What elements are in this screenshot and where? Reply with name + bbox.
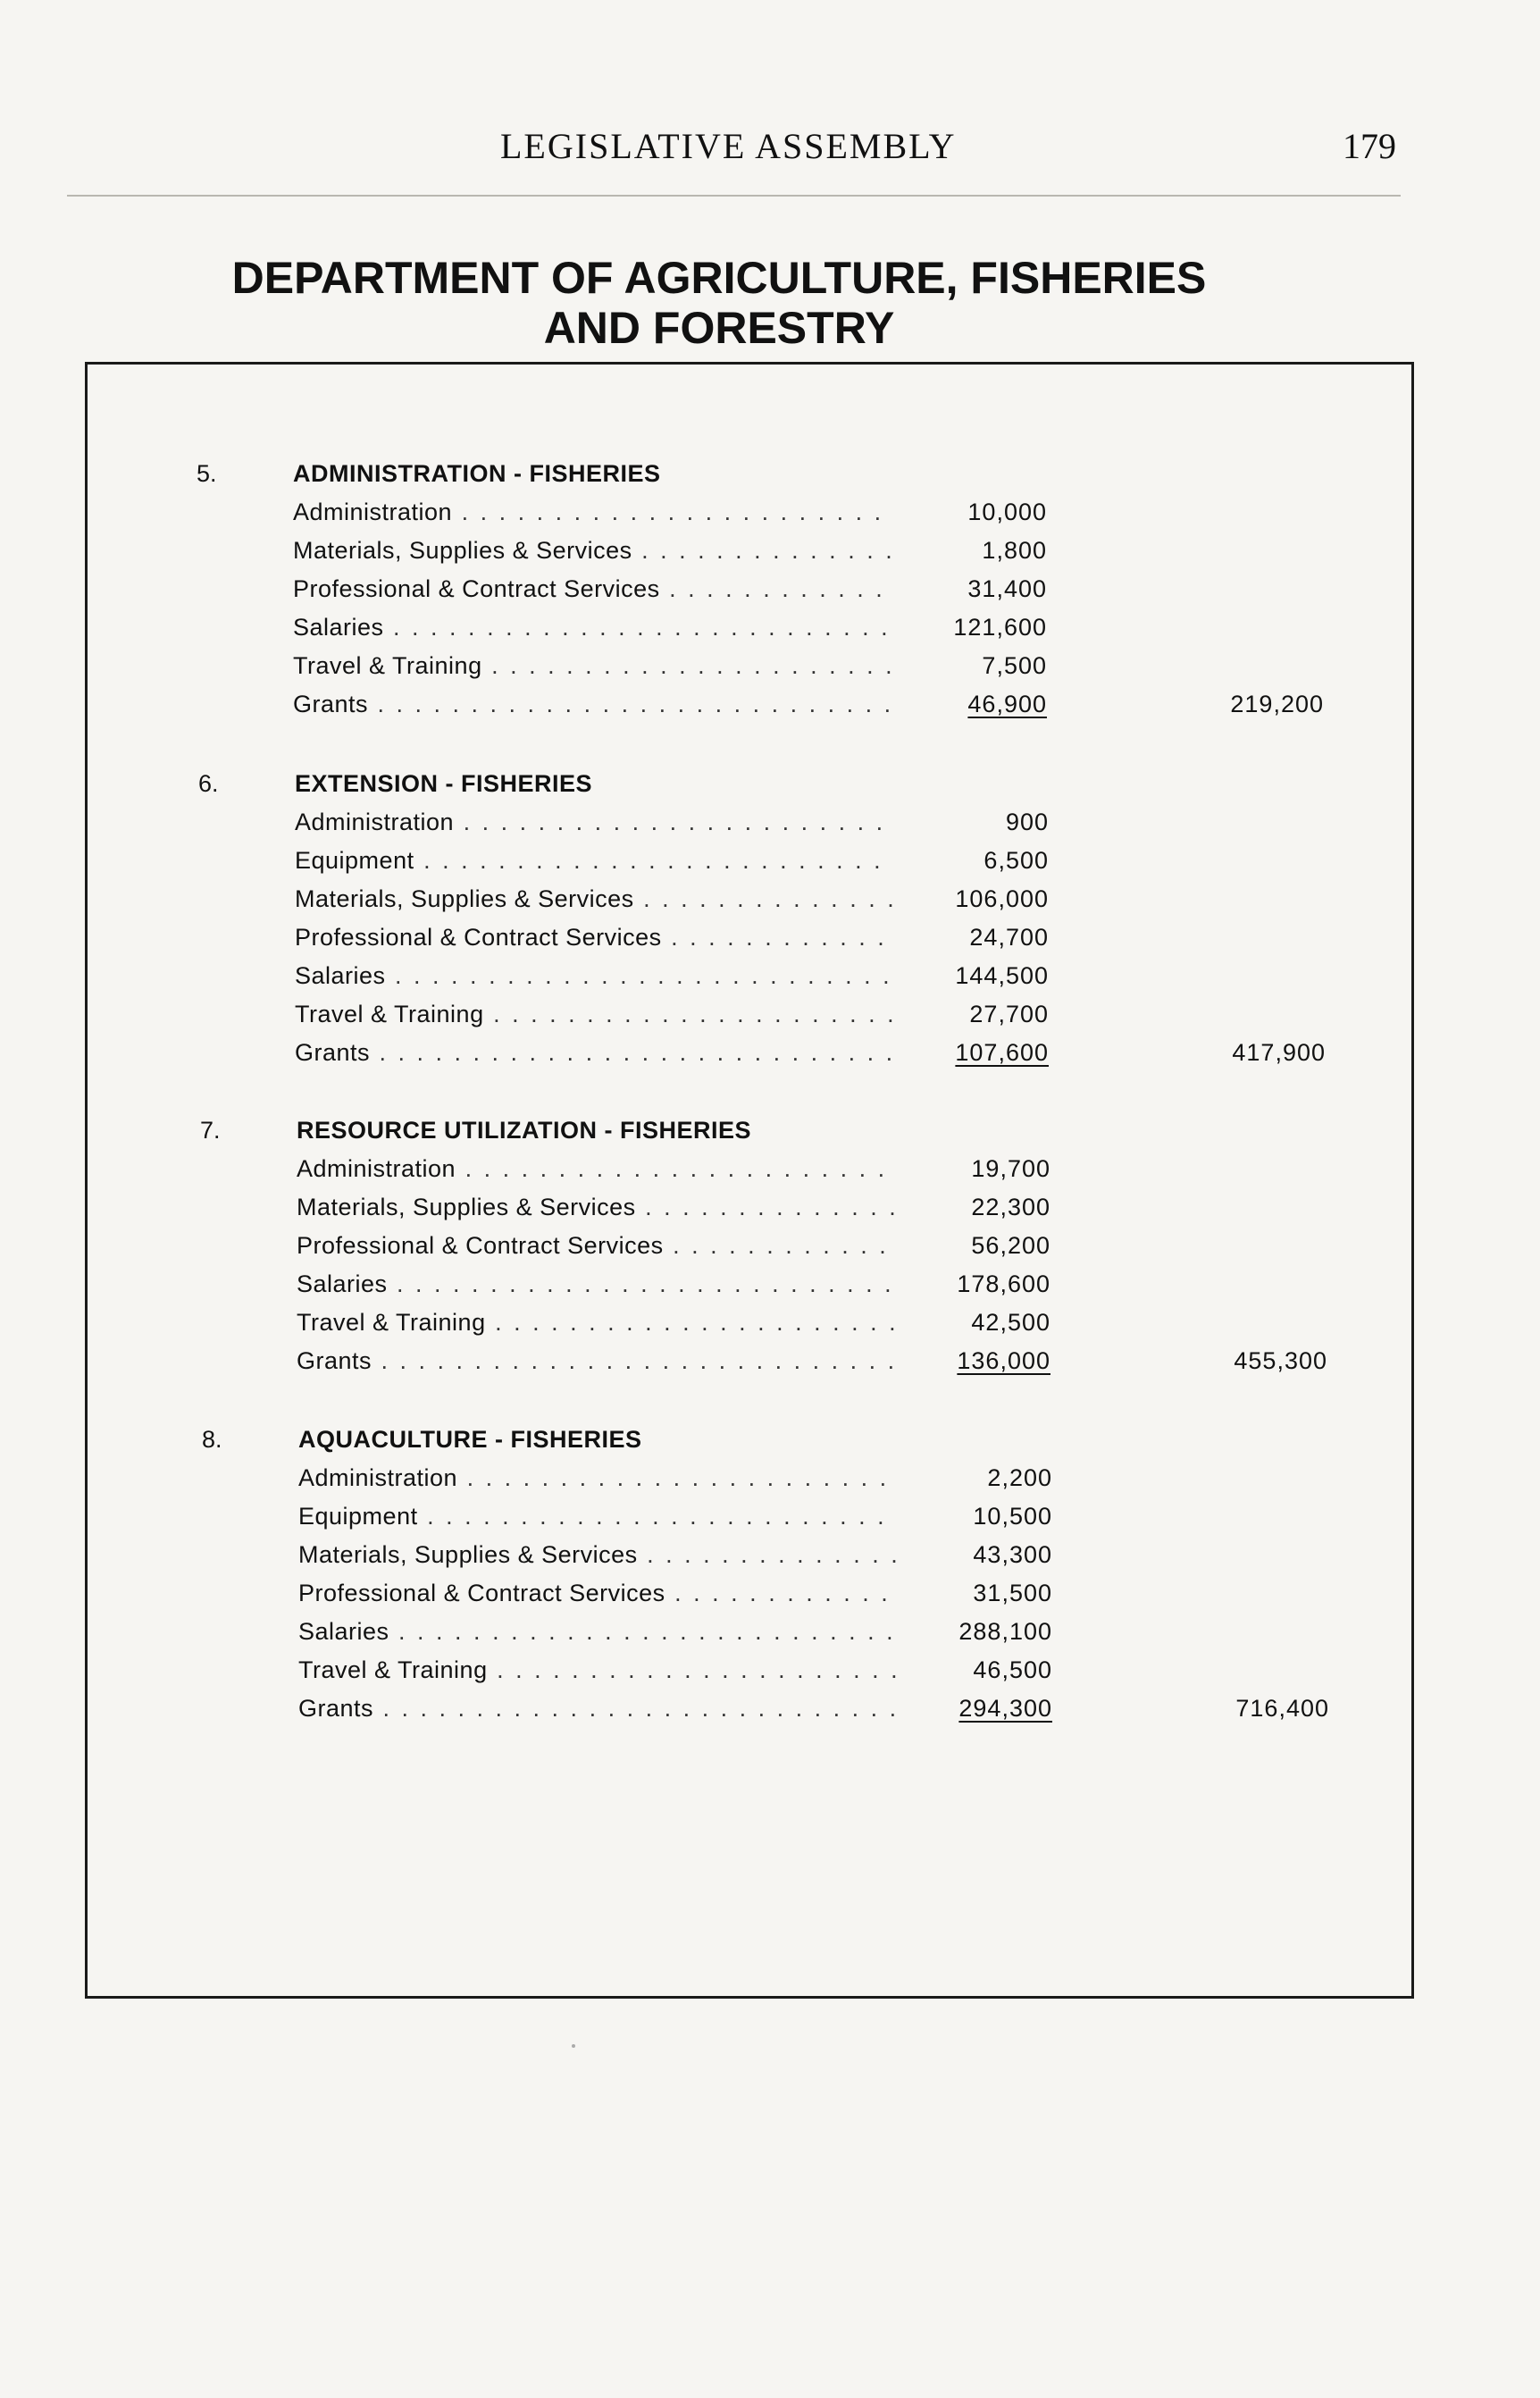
line-item <box>293 652 1365 688</box>
line-item-amount: 144,500 <box>955 962 1049 989</box>
page-number: 179 <box>1343 126 1396 166</box>
section-aquaculture-fisheries <box>202 1426 1452 1748</box>
line-item-label: Materials, Supplies & Services . . . <box>297 1194 895 1229</box>
line-item <box>295 924 1367 960</box>
line-item-label: Professional & Contract Services . . . <box>298 1580 897 1615</box>
line-item-label: Grants . . . <box>298 1695 897 1731</box>
line-item <box>297 1270 1368 1306</box>
section-number: 8. <box>202 1426 222 1453</box>
line-item-amount: 22,300 <box>971 1194 1050 1220</box>
section-total: 219,200 <box>1230 691 1324 717</box>
line-item <box>293 614 1365 650</box>
line-item-label: Materials, Supplies & Services . . . <box>295 885 893 921</box>
line-item-amount: 10,000 <box>967 499 1047 525</box>
line-item-label: Travel & Training . . . <box>297 1309 895 1345</box>
paper-speck <box>572 2044 575 2048</box>
section-title: RESOURCE UTILIZATION - FISHERIES <box>297 1117 752 1144</box>
header-rule <box>67 195 1401 197</box>
line-item-amount: 900 <box>1005 809 1049 835</box>
line-item-amount: 19,700 <box>971 1155 1050 1182</box>
section-title: ADMINISTRATION - FISHERIES <box>293 460 661 487</box>
line-item-label: Salaries . . . <box>298 1618 897 1654</box>
line-item-label: Materials, Supplies & Services . . . <box>293 537 891 573</box>
section-extension-fisheries <box>198 770 1449 1092</box>
line-item <box>298 1464 1370 1500</box>
line-item <box>298 1656 1370 1692</box>
line-item-amount: 10,500 <box>973 1503 1052 1530</box>
line-item <box>293 691 1365 726</box>
line-item-amount: 106,000 <box>955 885 1049 912</box>
line-item <box>298 1580 1370 1615</box>
line-item-amount: 2,200 <box>987 1464 1052 1491</box>
line-item-label: Professional & Contract Services . . . <box>295 924 893 960</box>
line-item-amount: 136,000 <box>957 1347 1050 1374</box>
line-item <box>295 847 1367 883</box>
line-item-label: Salaries . . . <box>297 1270 895 1306</box>
line-item <box>298 1618 1370 1654</box>
department-title-line-2: AND FORESTRY <box>543 303 895 353</box>
line-item <box>293 537 1365 573</box>
line-item <box>297 1232 1368 1268</box>
line-item-label: Salaries . . . <box>295 962 893 998</box>
line-item-label: Grants . . . <box>293 691 891 726</box>
section-total: 716,400 <box>1235 1695 1329 1722</box>
line-item-amount: 27,700 <box>969 1001 1049 1027</box>
line-item-amount: 43,300 <box>973 1541 1052 1568</box>
section-total: 455,300 <box>1234 1347 1327 1374</box>
line-item-label: Travel & Training . . . <box>298 1656 897 1692</box>
line-item-amount: 1,800 <box>982 537 1047 564</box>
line-item <box>297 1155 1368 1191</box>
section-number: 7. <box>200 1117 221 1144</box>
section-administration-fisheries <box>197 460 1447 782</box>
line-item-label: Administration . . . <box>295 809 893 844</box>
line-item-label: Materials, Supplies & Services . . . <box>298 1541 897 1577</box>
section-number: 6. <box>198 770 219 797</box>
line-item-amount: 46,500 <box>973 1656 1052 1683</box>
running-title: LEGISLATIVE ASSEMBLY <box>500 126 957 166</box>
line-item <box>298 1503 1370 1539</box>
line-item <box>295 885 1367 921</box>
line-item-amount: 42,500 <box>971 1309 1050 1336</box>
line-item <box>298 1695 1370 1731</box>
department-title <box>134 253 1304 353</box>
line-item-amount: 107,600 <box>955 1039 1049 1066</box>
line-item-label: Equipment . . . <box>298 1503 897 1539</box>
line-item-amount: 288,100 <box>958 1618 1052 1645</box>
line-item-label: Travel & Training . . . <box>293 652 891 688</box>
line-item <box>295 1001 1367 1036</box>
running-header <box>0 125 1540 179</box>
line-item-label: Equipment . . . <box>295 847 893 883</box>
line-item-amount: 6,500 <box>983 847 1049 874</box>
line-item-amount: 178,600 <box>957 1270 1050 1297</box>
section-total: 417,900 <box>1232 1039 1326 1066</box>
line-item-label: Administration . . . <box>293 499 891 534</box>
line-item-amount: 121,600 <box>953 614 1047 641</box>
line-item-label: Grants . . . <box>297 1347 895 1383</box>
line-item-amount: 56,200 <box>971 1232 1050 1259</box>
section-resource-utilization-fisheries <box>200 1117 1451 1438</box>
line-item <box>295 809 1367 844</box>
line-item <box>295 1039 1367 1075</box>
section-title: AQUACULTURE - FISHERIES <box>298 1426 642 1453</box>
line-item-amount: 294,300 <box>958 1695 1052 1722</box>
line-item-label: Professional & Contract Services . . . <box>293 575 891 611</box>
line-item-amount: 7,500 <box>982 652 1047 679</box>
section-title: EXTENSION - FISHERIES <box>295 770 593 797</box>
line-item-label: Salaries . . . <box>293 614 891 650</box>
line-item <box>293 499 1365 534</box>
line-item <box>295 962 1367 998</box>
line-item-label: Professional & Contract Services . . . <box>297 1232 895 1268</box>
line-item-label: Administration . . . <box>298 1464 897 1500</box>
line-item-label: Administration . . . <box>297 1155 895 1191</box>
line-item-amount: 31,500 <box>973 1580 1052 1606</box>
line-item-label: Travel & Training . . . <box>295 1001 893 1036</box>
line-item <box>293 575 1365 611</box>
line-item <box>297 1347 1368 1383</box>
line-item <box>297 1194 1368 1229</box>
line-item <box>298 1541 1370 1577</box>
line-item-amount: 31,400 <box>967 575 1047 602</box>
line-item-amount: 24,700 <box>969 924 1049 951</box>
line-item-amount: 46,900 <box>967 691 1047 717</box>
section-number: 5. <box>197 460 217 487</box>
line-item-label: Grants . . . <box>295 1039 893 1075</box>
line-item <box>297 1309 1368 1345</box>
department-title-line-1: DEPARTMENT OF AGRICULTURE, FISHERIES <box>231 253 1207 303</box>
